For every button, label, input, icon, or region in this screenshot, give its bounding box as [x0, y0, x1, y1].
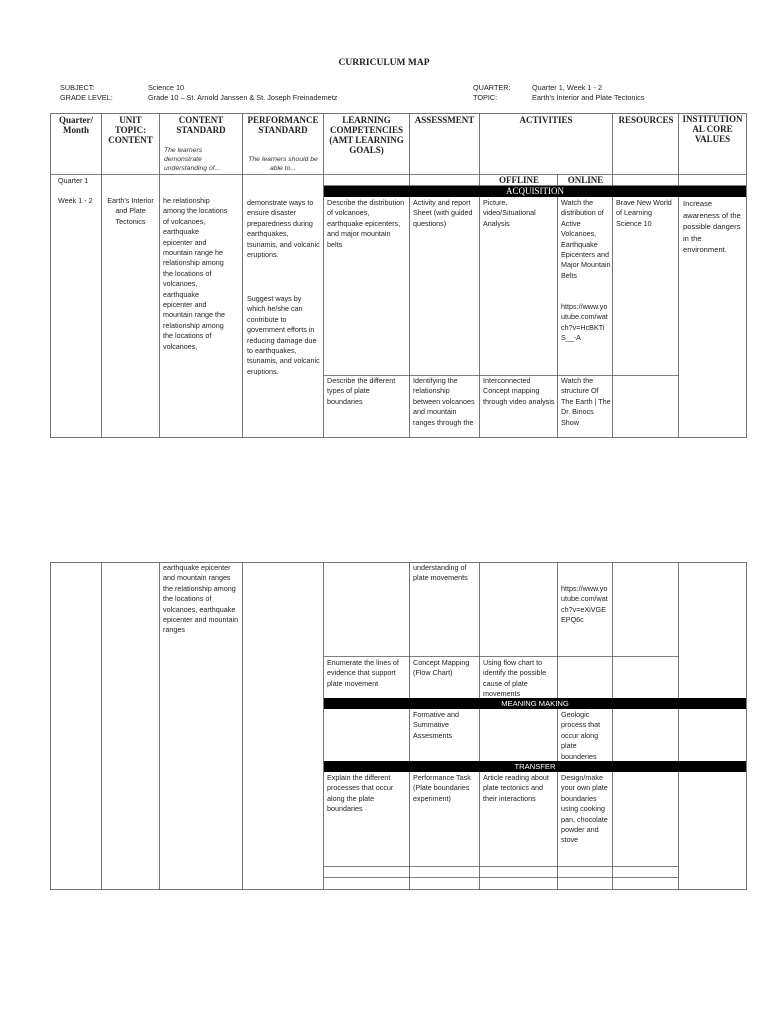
document-title: CURRICULUM MAP [338, 58, 430, 68]
topic-label: TOPIC: [473, 93, 498, 102]
header-activities: ACTIVITIES [519, 115, 573, 125]
offline-activity-cell-2: Interconnected Concept mapping through video analysis [483, 376, 555, 406]
performance-standard-cell-2: Suggest ways by which he/she can contribute to government efforts in reducing damage due to earthquakes, tsunamis, and volcanic eruptions. [247, 294, 320, 376]
offline-activity-cell-transfer: Article reading about plate tectonics and their interactions [483, 773, 549, 803]
content-standard-cell: he relationship among the locations of volcanoes, earthquake epicenter and mountain range he relationship among the locations of volcanoes, earthquake epicenter and mountain range the relationship among the locations of volcanoes, [163, 196, 228, 351]
assessment-cell-2: Identifying the relationship between volcanoes and mountain ranges through the [413, 376, 475, 427]
subject-value: Science 10 [148, 83, 185, 92]
online-activity-cell-2: Watch the structure Of The Earth | The Dr. Binocs Show [561, 376, 611, 427]
competency-cell-3: Enumerate the lines of evidence that support plate movement [327, 658, 399, 688]
performance-standard-note: The learners should be able to... [248, 156, 318, 172]
online-activity-cell-transfer: Design/make your own plate boundaries using cooking pan, chocolate powder and stove [561, 773, 608, 845]
band-meaning-making: MEANING MAKING [324, 698, 746, 709]
content-standard-note: The learners demonstrate understanding of... [164, 147, 221, 172]
video-link-2[interactable]: https://www.youtube.com/watch?v=eXiVGEEPQ6c [561, 584, 608, 625]
assessment-cell-1: Activity and report Sheet (with guided questions) [413, 198, 473, 228]
performance-standard-cell-1: demonstrate ways to ensure disaster preparedness during earthquakes, tsunamis, and volcanic eruptions. [247, 198, 320, 260]
unit-topic-cell: Earth's Interior and Plate Tectonics [107, 196, 154, 226]
band-acquisition: ACQUISITION [324, 186, 746, 197]
quarter-value: Quarter 1, Week 1 - 2 [532, 83, 603, 92]
quarter-label: QUARTER: [473, 83, 511, 92]
online-activity-cell-1: Watch the distribution of Active Volcanoes, Earthquake Epicenters and Major Mountain Belts [561, 198, 611, 280]
header-resources: RESOURCES [618, 115, 674, 125]
week-cell: Week 1 - 2 [58, 196, 93, 205]
header-unit-topic: UNIT TOPIC: CONTENT [108, 115, 153, 145]
header-content-standard: CONTENT STANDARD [176, 115, 226, 135]
assessment-cell-cont: understanding of plate movements [413, 563, 468, 583]
header-assessment: ASSESSMENT [414, 115, 475, 125]
online-activity-cell-meaning: Geologic process that occur along plate bounderies [561, 710, 601, 761]
band-transfer: TRANSFER [324, 761, 746, 772]
header-online: ONLINE [567, 175, 604, 185]
competency-cell-1: Describe the distribution of volcanoes, earthquake epicenters, and major mountain belts [327, 198, 405, 249]
offline-activity-cell-1: Picture, video/Situational Analysis [483, 198, 536, 228]
assessment-cell-3: Concept Mapping (Flow Chart) [413, 658, 470, 678]
quarter-cell: Quarter 1 [58, 176, 89, 185]
assessment-cell-meaning: Formative and Summative Assesments [413, 710, 459, 740]
header-quarter-month: Quarter/ Month [59, 115, 93, 135]
grade-label: GRADE LEVEL: [60, 93, 113, 102]
grade-value: Grade 10 – St. Arnold Janssen & St. Joseph Freinademetz [148, 93, 338, 102]
header-performance-standard: PERFORMANCE STANDARD [247, 115, 319, 135]
content-standard-cell-cont: earthquake epicenter and mountain ranges the relationship among the locations of volcanoes, earthquake epicenter and mountain ranges [163, 563, 239, 635]
header-core-values: INSTITUTION AL CORE VALUES [682, 114, 743, 144]
core-values-cell-1: Increase awareness of the possible dangers in the environment. [683, 199, 741, 255]
topic-value: Earth's Interior and Plate Tectonics [532, 93, 645, 102]
video-link-1[interactable]: https://www.youtube.com/watch?v=HcBKTiS__-A [561, 302, 608, 343]
header-learning-competencies: LEARNING COMPETENCIES (AMT LEARNING GOALS) [329, 115, 404, 155]
competency-cell-2: Describe the different types of plate boundaries [327, 376, 396, 406]
subject-label: SUBJECT: [60, 83, 95, 92]
resources-cell-1: Brave New World of Learning Science 10 [616, 198, 672, 228]
competency-cell-transfer: Explain the different processes that occur along the plate boundaries [327, 773, 394, 814]
offline-activity-cell-3: Using flow chart to identify the possible cause of plate movements [483, 658, 547, 699]
header-offline: OFFLINE [498, 175, 539, 185]
assessment-cell-transfer: Performance Task (Plate boundaries experiment) [413, 773, 471, 803]
